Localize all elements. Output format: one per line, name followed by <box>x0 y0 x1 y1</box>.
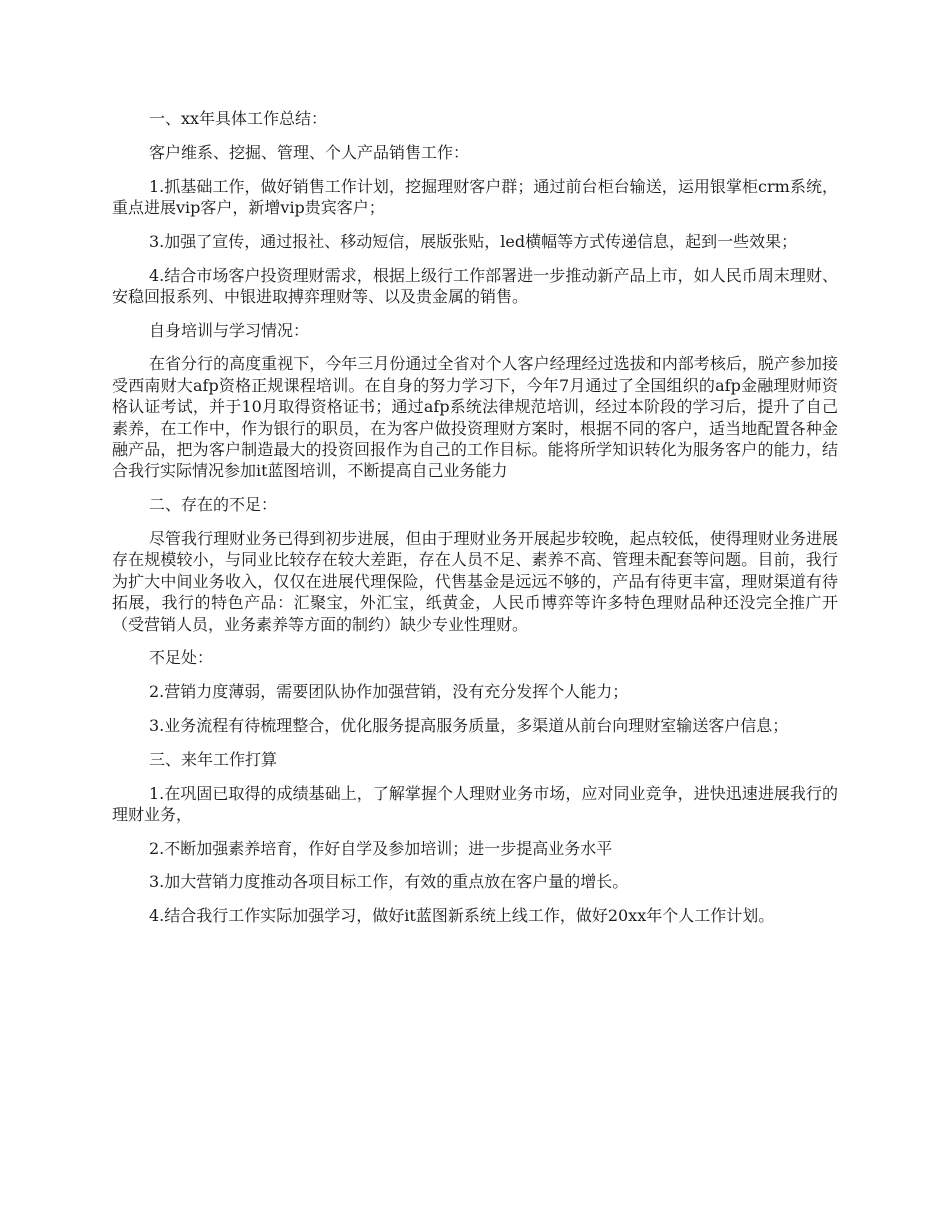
paragraph-item-1: 1.抓基础工作，做好销售工作计划，挖掘理财客户群；通过前台柜台输送，运用银掌柜crm系统，重点进展vip客户，新增vip贵宾客户； <box>112 176 838 218</box>
subheading-training: 自身培训与学习情况： <box>149 320 310 340</box>
subheading-weak-points: 不足处： <box>149 648 214 668</box>
paragraph-plan-3: 3.加大营销力度推动各项目标工作，有效的重点放在客户量的增长。 <box>149 872 629 892</box>
paragraph-shortcomings: 尽管我行理财业务已得到初步进展，但由于理财业务开展起步较晚，起点较低，使得理财业务进展存在规模较小，与同业比较存在较大差距，存在人员不足、素养不高、管理未配套等问题。目前，我行为扩大中间业务收入，仅仅在进展代理保险，代售基金是远远不够的，产品有待更丰富，理财渠道有待拓展，我行的特色产品：汇聚宝，外汇宝，纸黄金，人民币博弈等许多特色理财品种还没完全推广开（受营销人员，业务素养等方面的制约）缺少专业性理财。 <box>112 529 838 634</box>
paragraph-plan-4: 4.结合我行工作实际加强学习，做好it蓝图新系统上线工作，做好20xx年个人工作计划。 <box>149 906 775 926</box>
paragraph-item-3: 3.加强了宣传，通过报社、移动短信，展版张贴，led横幅等方式传递信息，起到一些效果； <box>149 231 798 251</box>
subheading-customer-work: 客户维系、挖掘、管理、个人产品销售工作： <box>149 143 470 162</box>
paragraph-training: 在省分行的高度重视下，今年三月份通过全省对个人客户经理经过选拔和内部考核后，脱产参加接受西南财大afp资格正规课程培训。在自身的努力学习下，今年7月通过了全国组织的afp金融理财师资格认证考试，并于10月取得资格证书；通过afp系统法律规范培训，经过本阶段的学习后，提升了自己素养，在工作中，作为银行的职员，在为客户做投资理财方案时，根据不同的客户，适当地配置各种金融产品，把为客户制造最大的投资回报作为自己的工作目标。能将所学知识转化为服务客户的能力，结合我行实际情况参加it蓝图培训，不断提高自己业务能力 <box>112 354 838 481</box>
paragraph-plan-2: 2.不断加强素养培育，作好自学及参加培训；进一步提高业务水平 <box>149 838 613 858</box>
paragraph-plan-1: 1.在巩固已取得的成绩基础上，了解掌握个人理财业务市场，应对同业竞争，进快迅速进展我行的理财业务， <box>112 783 838 824</box>
section-heading-next-year: 三、来年工作打算 <box>149 749 278 769</box>
paragraph-weak-point-3: 3.业务流程有待梳理整合，优化服务提高服务质量，多渠道从前台向理财室输送客户信息； <box>149 715 789 735</box>
section-heading-summary: 一、xx年具体工作总结： <box>149 109 328 128</box>
document-page <box>112 108 838 939</box>
section-heading-shortcomings: 二、存在的不足： <box>149 495 278 515</box>
paragraph-item-4: 4.结合市场客户投资理财需求，根据上级行工作部署进一步推动新产品上市，如人民币周末理财、安稳回报系列、中银进取搏弈理财等、以及贵金属的销售。 <box>112 265 838 306</box>
paragraph-weak-point-2: 2.营销力度薄弱，需要团队协作加强营销，没有充分发挥个人能力； <box>149 682 629 702</box>
